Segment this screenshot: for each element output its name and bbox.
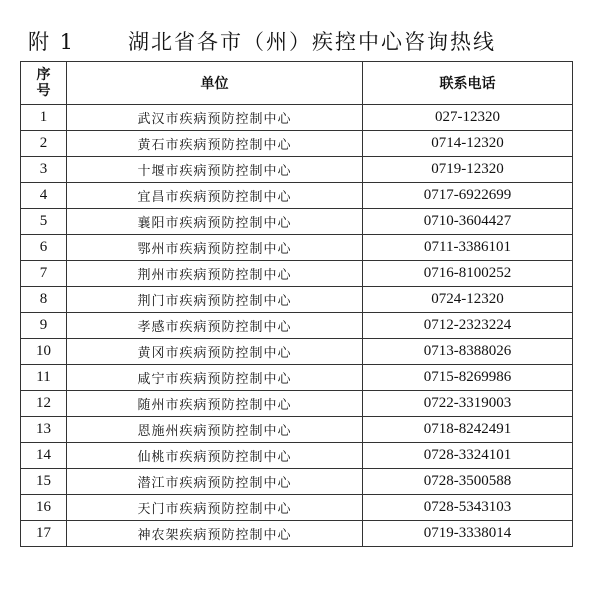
table-body — [21, 105, 573, 547]
row-phone: 0711-3386101 — [363, 235, 573, 261]
annex-label: 附 1 — [28, 30, 76, 54]
table-header — [21, 62, 573, 105]
row-number: 8 — [21, 287, 67, 313]
row-number: 5 — [21, 209, 67, 235]
table-row — [21, 157, 573, 183]
row-phone: 0719-3338014 — [363, 521, 573, 547]
row-unit: 咸宁市疾病预防控制中心 — [67, 365, 363, 391]
document-title: 湖北省各市（州）疾控中心咨询热线 — [128, 30, 496, 54]
row-number: 10 — [21, 339, 67, 365]
row-phone: 0713-8388026 — [363, 339, 573, 365]
row-phone: 0714-12320 — [363, 131, 573, 157]
table-row — [21, 313, 573, 339]
row-unit: 黄石市疾病预防控制中心 — [67, 131, 363, 157]
row-phone: 0728-3324101 — [363, 443, 573, 469]
row-phone: 0717-6922699 — [363, 183, 573, 209]
row-unit: 黄冈市疾病预防控制中心 — [67, 339, 363, 365]
table-row — [21, 521, 573, 547]
row-number: 17 — [21, 521, 67, 547]
row-number: 16 — [21, 495, 67, 521]
row-unit: 鄂州市疾病预防控制中心 — [67, 235, 363, 261]
column-header-number-line2: 号 — [36, 83, 51, 99]
row-unit: 宜昌市疾病预防控制中心 — [67, 183, 363, 209]
table-row — [21, 339, 573, 365]
row-unit: 神农架疾病预防控制中心 — [67, 521, 363, 547]
table-row — [21, 495, 573, 521]
row-unit: 荆州市疾病预防控制中心 — [67, 261, 363, 287]
row-number: 2 — [21, 131, 67, 157]
row-phone: 0712-2323224 — [363, 313, 573, 339]
table-row — [21, 391, 573, 417]
row-number: 3 — [21, 157, 67, 183]
row-phone: 0728-5343103 — [363, 495, 573, 521]
row-phone: 0722-3319003 — [363, 391, 573, 417]
row-unit: 天门市疾病预防控制中心 — [67, 495, 363, 521]
row-number: 15 — [21, 469, 67, 495]
row-phone: 0710-3604427 — [363, 209, 573, 235]
row-unit: 孝感市疾病预防控制中心 — [67, 313, 363, 339]
row-phone: 0724-12320 — [363, 287, 573, 313]
row-phone: 0718-8242491 — [363, 417, 573, 443]
document-heading — [28, 24, 588, 58]
table-row — [21, 365, 573, 391]
table-row — [21, 235, 573, 261]
column-header-unit: 单位 — [67, 62, 363, 105]
row-number: 6 — [21, 235, 67, 261]
row-number: 14 — [21, 443, 67, 469]
hotline-table — [20, 61, 573, 547]
row-phone: 0716-8100252 — [363, 261, 573, 287]
table-row — [21, 105, 573, 131]
table-row — [21, 443, 573, 469]
row-number: 12 — [21, 391, 67, 417]
row-number: 1 — [21, 105, 67, 131]
row-unit: 十堰市疾病预防控制中心 — [67, 157, 363, 183]
row-unit: 仙桃市疾病预防控制中心 — [67, 443, 363, 469]
row-unit: 荆门市疾病预防控制中心 — [67, 287, 363, 313]
row-number: 7 — [21, 261, 67, 287]
table-row — [21, 417, 573, 443]
row-unit: 随州市疾病预防控制中心 — [67, 391, 363, 417]
row-number: 11 — [21, 365, 67, 391]
header-row — [21, 62, 573, 105]
table-row — [21, 469, 573, 495]
row-number: 13 — [21, 417, 67, 443]
row-unit: 潜江市疾病预防控制中心 — [67, 469, 363, 495]
table-row — [21, 261, 573, 287]
column-header-phone: 联系电话 — [363, 62, 573, 105]
table-row — [21, 209, 573, 235]
row-number: 9 — [21, 313, 67, 339]
column-header-number-line1: 序 — [36, 67, 51, 83]
row-number: 4 — [21, 183, 67, 209]
row-unit: 武汉市疾病预防控制中心 — [67, 105, 363, 131]
column-header-number — [21, 62, 67, 105]
row-phone: 027-12320 — [363, 105, 573, 131]
table-row — [21, 287, 573, 313]
row-unit: 襄阳市疾病预防控制中心 — [67, 209, 363, 235]
row-unit: 恩施州疾病预防控制中心 — [67, 417, 363, 443]
table-row — [21, 131, 573, 157]
row-phone: 0728-3500588 — [363, 469, 573, 495]
table-row — [21, 183, 573, 209]
row-phone: 0719-12320 — [363, 157, 573, 183]
row-phone: 0715-8269986 — [363, 365, 573, 391]
